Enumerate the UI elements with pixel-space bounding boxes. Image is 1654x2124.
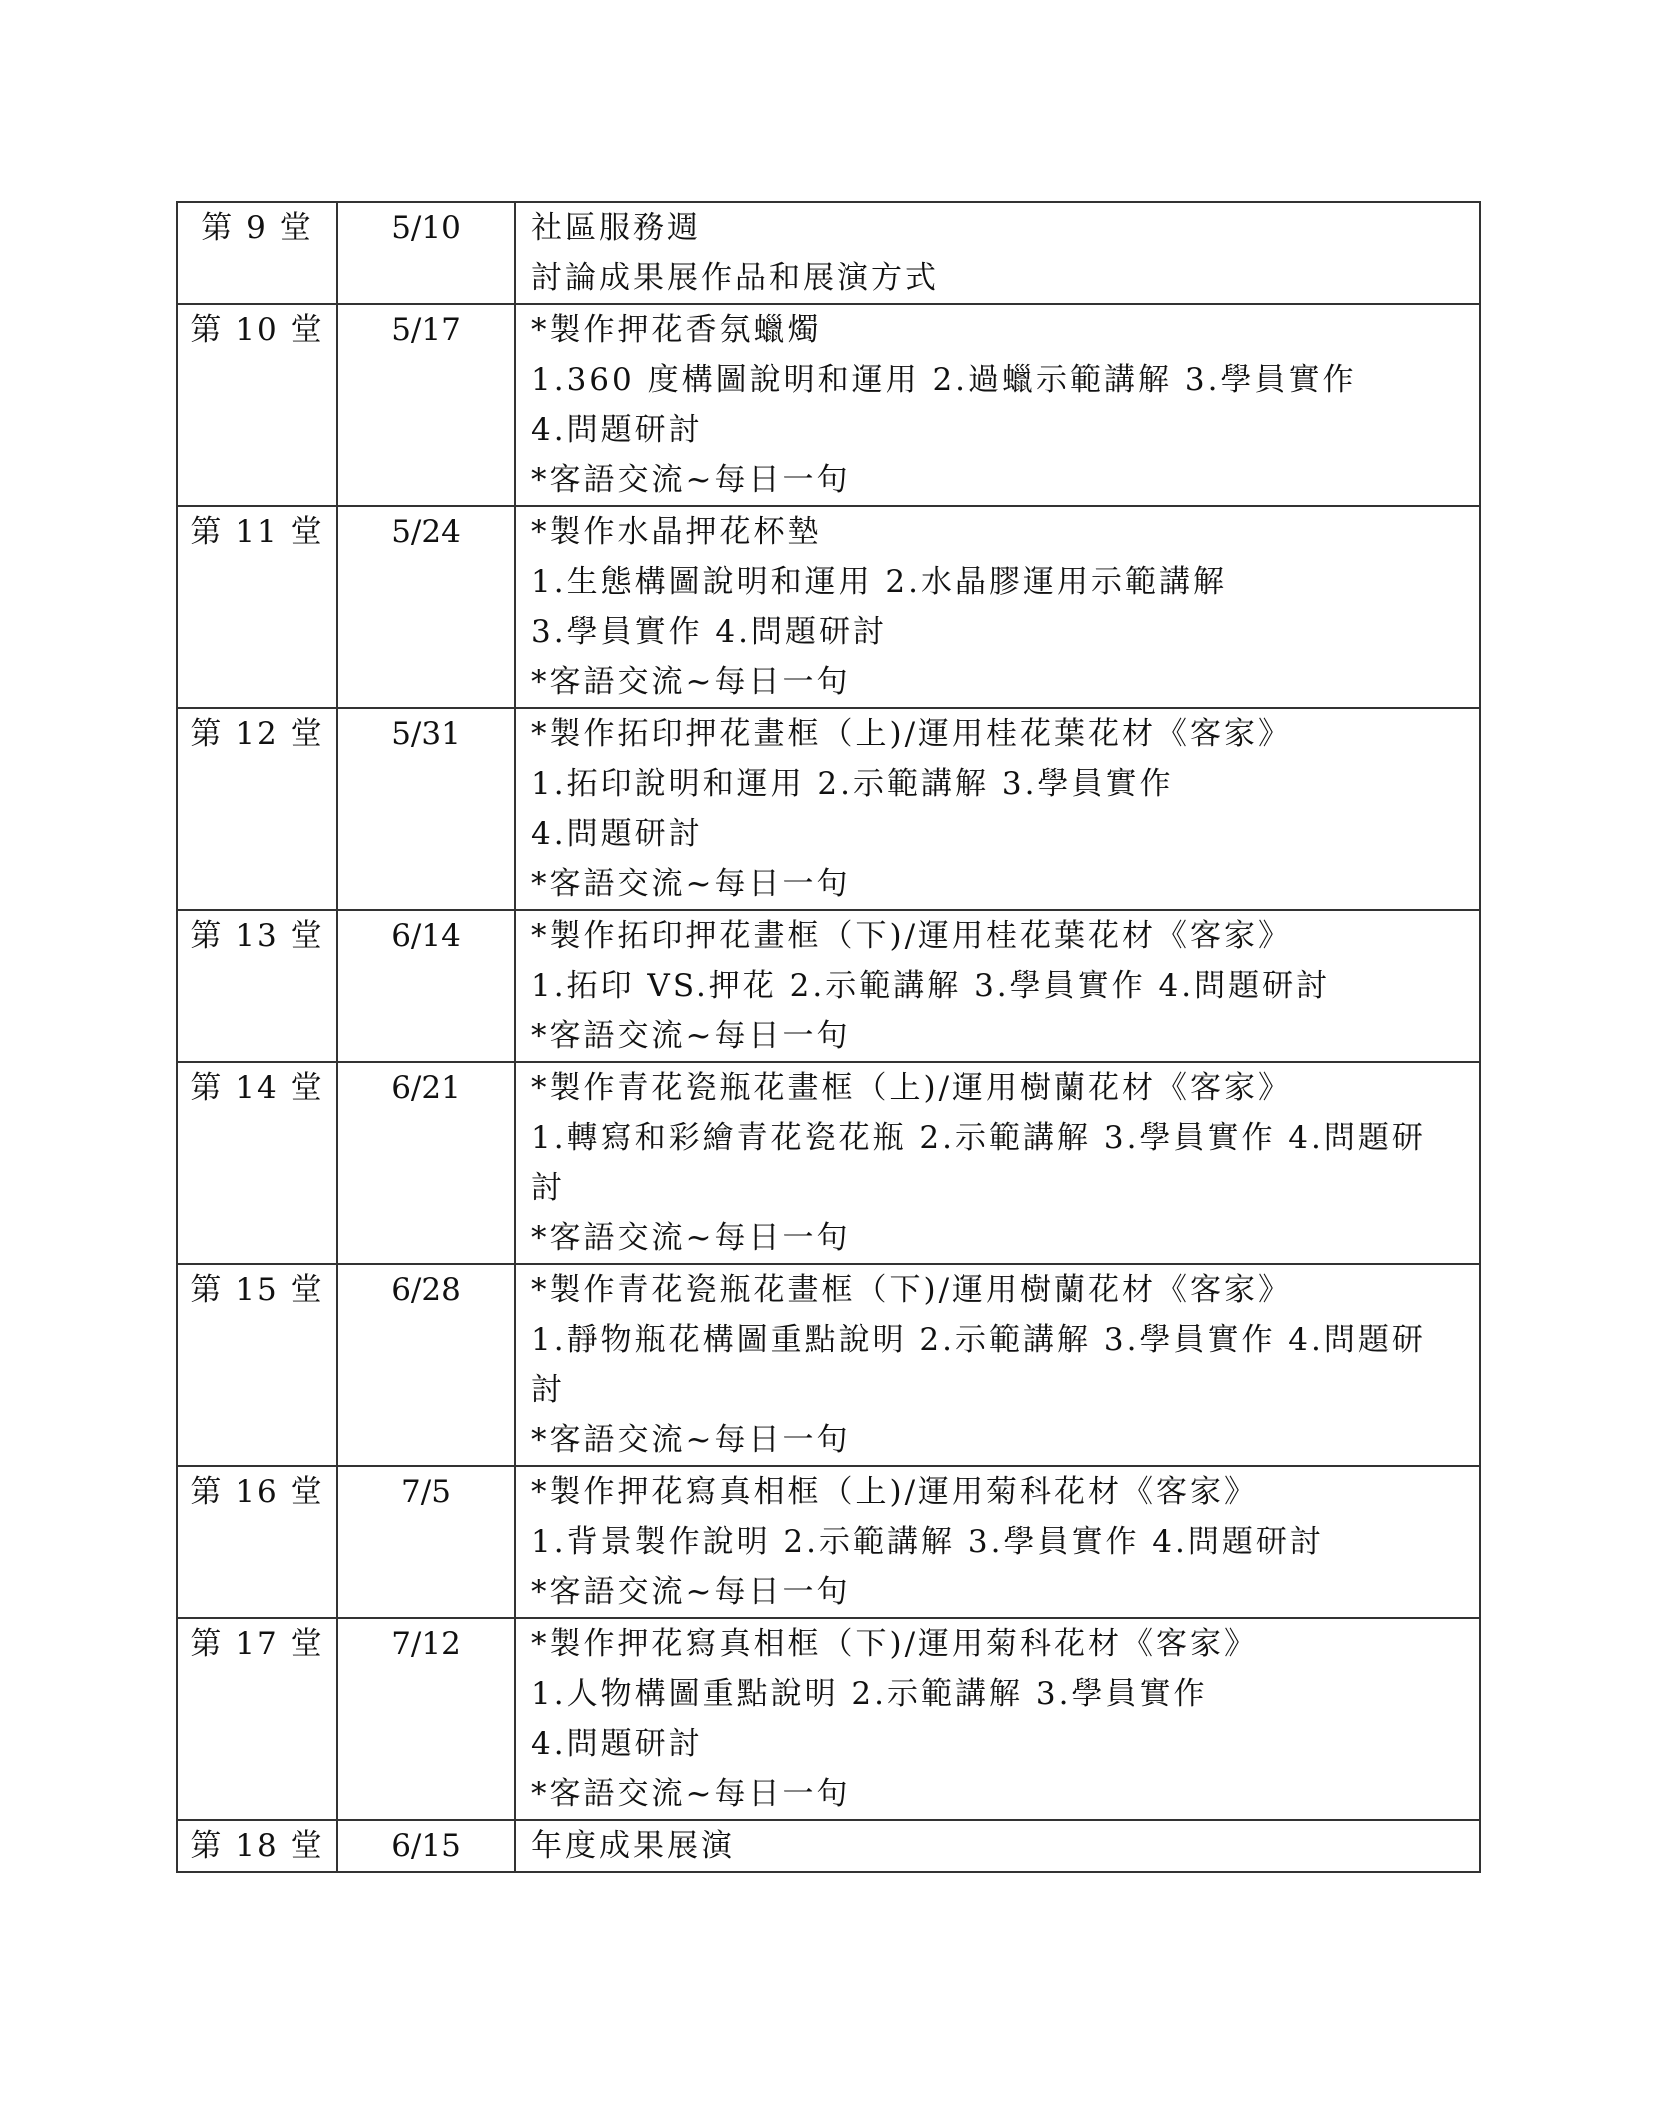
date-cell: 5/31 <box>337 708 515 910</box>
content-cell <box>515 1618 1480 1820</box>
content-cell <box>515 202 1480 304</box>
content-line: *製作押花香氛蠟燭 <box>531 312 822 348</box>
table-row <box>177 910 1480 1062</box>
date-cell: 6/15 <box>337 1820 515 1872</box>
content-line: 1.靜物瓶花構圖重點說明 2.示範講解 3.學員實作 4.問題研 <box>531 1322 1426 1358</box>
date-cell: 6/28 <box>337 1264 515 1466</box>
table-row <box>177 202 1480 304</box>
content-line: 1.生態構圖說明和運用 2.水晶膠運用示範講解 <box>531 564 1228 600</box>
content-line: 1.拓印說明和運用 2.示範講解 3.學員實作 <box>531 766 1174 802</box>
content-line: 3.學員實作 4.問題研討 <box>531 614 888 650</box>
session-cell: 第 18 堂 <box>177 1820 337 1872</box>
content-cell <box>515 1062 1480 1264</box>
content-line: 討 <box>531 1170 565 1206</box>
content-line: 社區服務週 <box>531 210 701 246</box>
table-row <box>177 1264 1480 1466</box>
session-cell: 第 9 堂 <box>177 202 337 304</box>
content-line: *客語交流~每日一句 <box>531 1574 851 1610</box>
date-cell: 6/21 <box>337 1062 515 1264</box>
content-line: *客語交流~每日一句 <box>531 1220 851 1256</box>
course-schedule-table <box>176 201 1481 1873</box>
content-line: 討論成果展作品和展演方式 <box>531 260 939 296</box>
date-cell: 5/10 <box>337 202 515 304</box>
content-line: 4.問題研討 <box>531 816 703 852</box>
session-cell: 第 13 堂 <box>177 910 337 1062</box>
content-line: 1.背景製作說明 2.示範講解 3.學員實作 4.問題研討 <box>531 1524 1324 1560</box>
date-cell: 7/5 <box>337 1466 515 1618</box>
content-line: 1.拓印 VS.押花 2.示範講解 3.學員實作 4.問題研討 <box>531 968 1331 1004</box>
content-line: 1.人物構圖重點說明 2.示範講解 3.學員實作 <box>531 1676 1208 1712</box>
date-cell: 7/12 <box>337 1618 515 1820</box>
session-cell: 第 12 堂 <box>177 708 337 910</box>
content-line: 1.360 度構圖說明和運用 2.過蠟示範講解 3.學員實作 <box>531 362 1357 398</box>
table-row <box>177 708 1480 910</box>
content-line: *製作水晶押花杯墊 <box>531 514 822 550</box>
session-cell: 第 17 堂 <box>177 1618 337 1820</box>
content-cell <box>515 506 1480 708</box>
content-line: *客語交流~每日一句 <box>531 1018 851 1054</box>
table-row <box>177 1062 1480 1264</box>
content-line: *客語交流~每日一句 <box>531 1422 851 1458</box>
content-cell <box>515 910 1480 1062</box>
content-line: *製作押花寫真相框（上)/運用菊科花材《客家》 <box>531 1474 1259 1510</box>
schedule-body <box>177 202 1480 1872</box>
session-cell: 第 10 堂 <box>177 304 337 506</box>
content-line: *客語交流~每日一句 <box>531 866 851 902</box>
content-line: *製作青花瓷瓶花畫框（下)/運用樹蘭花材《客家》 <box>531 1272 1293 1308</box>
content-cell <box>515 304 1480 506</box>
table-row <box>177 1618 1480 1820</box>
date-cell: 6/14 <box>337 910 515 1062</box>
content-line: 討 <box>531 1372 565 1408</box>
session-cell: 第 14 堂 <box>177 1062 337 1264</box>
content-line: *客語交流~每日一句 <box>531 664 851 700</box>
content-line: 4.問題研討 <box>531 412 703 448</box>
content-line: *客語交流~每日一句 <box>531 1776 851 1812</box>
table-row <box>177 1820 1480 1872</box>
content-line: *製作押花寫真相框（下)/運用菊科花材《客家》 <box>531 1626 1259 1662</box>
content-line: 年度成果展演 <box>531 1828 735 1864</box>
session-cell: 第 16 堂 <box>177 1466 337 1618</box>
content-line: *製作拓印押花畫框（下)/運用桂花葉花材《客家》 <box>531 918 1293 954</box>
content-line: 4.問題研討 <box>531 1726 703 1762</box>
content-cell <box>515 708 1480 910</box>
session-cell: 第 15 堂 <box>177 1264 337 1466</box>
session-cell: 第 11 堂 <box>177 506 337 708</box>
content-line: 1.轉寫和彩繪青花瓷花瓶 2.示範講解 3.學員實作 4.問題研 <box>531 1120 1426 1156</box>
content-cell <box>515 1264 1480 1466</box>
table-row <box>177 1466 1480 1618</box>
content-line: *製作拓印押花畫框（上)/運用桂花葉花材《客家》 <box>531 716 1293 752</box>
table-row <box>177 304 1480 506</box>
content-line: *製作青花瓷瓶花畫框（上)/運用樹蘭花材《客家》 <box>531 1070 1293 1106</box>
table-row <box>177 506 1480 708</box>
date-cell: 5/17 <box>337 304 515 506</box>
date-cell: 5/24 <box>337 506 515 708</box>
content-cell <box>515 1820 1480 1872</box>
content-cell <box>515 1466 1480 1618</box>
content-line: *客語交流~每日一句 <box>531 462 851 498</box>
